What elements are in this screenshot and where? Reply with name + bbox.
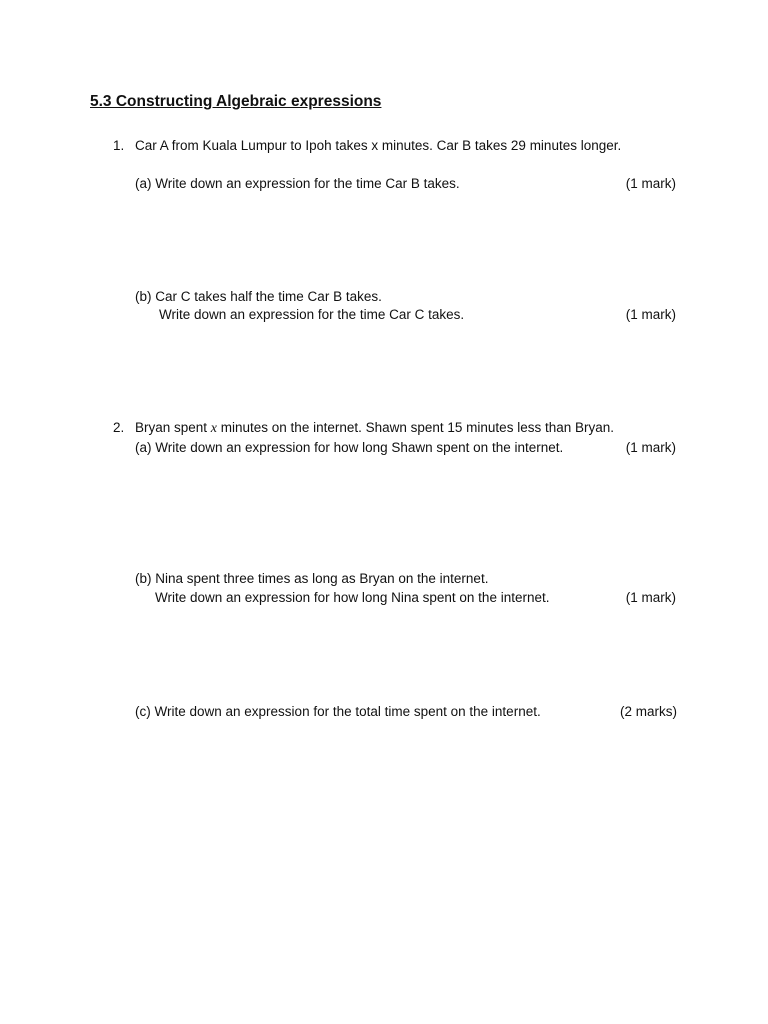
question-1b-text-line1: (b) Car C takes half the time Car B takes. <box>135 289 382 304</box>
question-1-stem: Car A from Kuala Lumpur to Ipoh takes x minutes. Car B takes 29 minutes longer. <box>135 138 622 153</box>
question-1-number: 1. <box>113 138 125 153</box>
question-2b-text-line1: (b) Nina spent three times as long as Bryan on the internet. <box>135 571 489 586</box>
question-2-stem-after: minutes on the internet. Shawn spent 15 minutes less than Bryan. <box>217 420 614 435</box>
question-2a-text: (a) Write down an expression for how long Shawn spent on the internet. <box>135 440 564 455</box>
question-2-stem <box>135 420 614 437</box>
question-2-stem-before: Bryan spent <box>135 420 211 435</box>
question-2-variable: x <box>210 421 218 436</box>
question-1b-marks: (1 mark) <box>625 307 676 322</box>
question-2c-marks: (2 marks) <box>620 704 677 719</box>
question-2c-text: (c) Write down an expression for the total time spent on the internet. <box>135 704 541 719</box>
question-1b-text-line2: Write down an expression for the time Car C takes. <box>159 307 465 322</box>
question-2-number: 2. <box>113 420 125 435</box>
question-2a-marks: (1 mark) <box>625 440 676 455</box>
question-1a-marks: (1 mark) <box>625 176 676 191</box>
question-1a-text: (a) Write down an expression for the time Car B takes. <box>135 176 460 191</box>
question-2b-marks: (1 mark) <box>625 590 676 605</box>
page-title: 5.3 Constructing Algebraic expressions <box>90 93 382 110</box>
question-2b-text-line2: Write down an expression for how long Nina spent on the internet. <box>155 590 550 605</box>
